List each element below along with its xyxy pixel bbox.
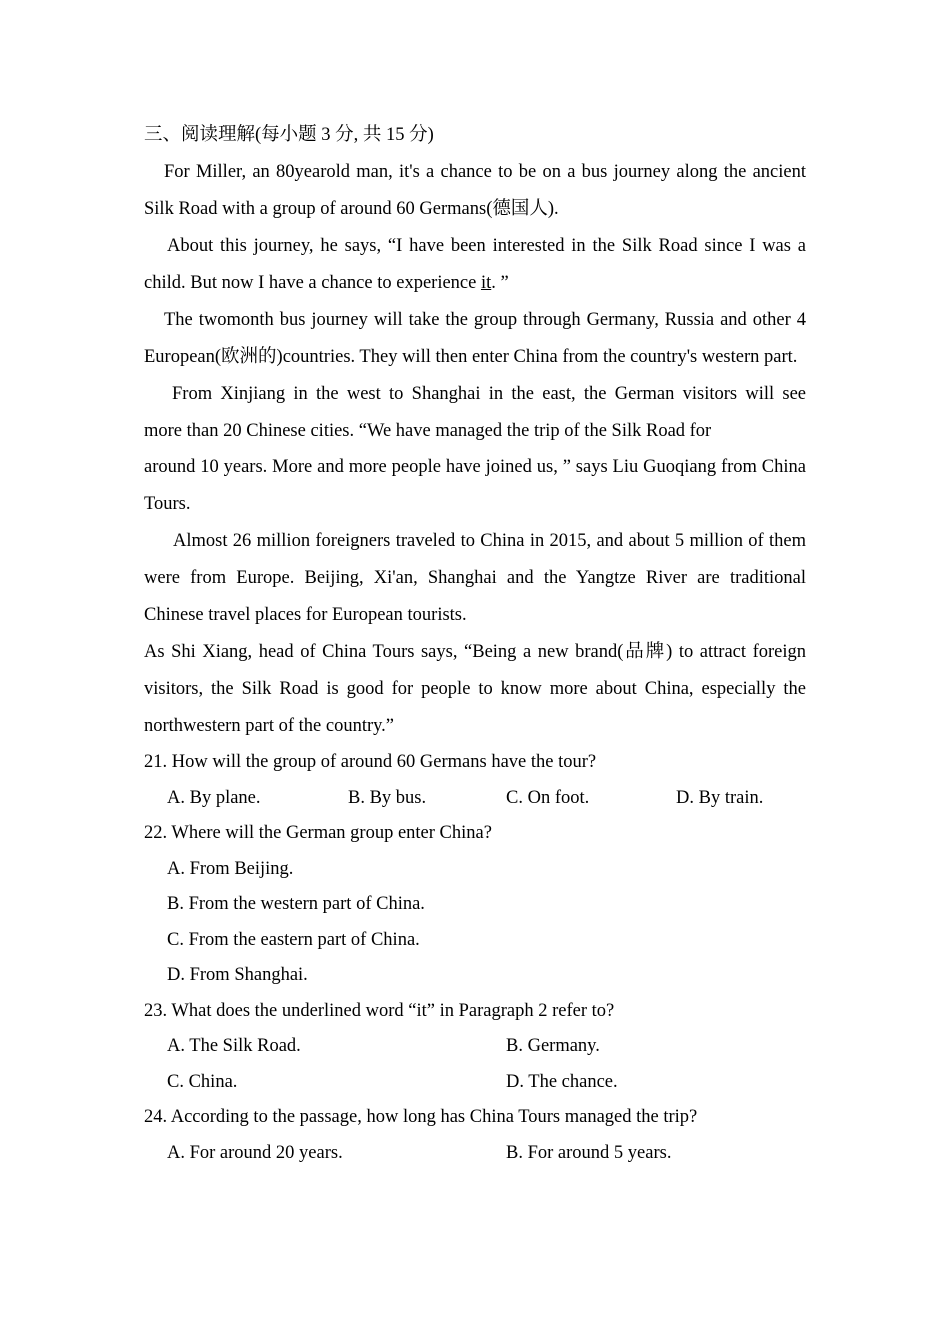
option-a: A. From Beijing. [167, 858, 294, 879]
question-stem: 24. According to the passage, how long has China Tours managed the trip? [144, 1107, 698, 1127]
paragraph-2-text-end: . ” [491, 273, 509, 293]
option-b: B. For around 5 years. [506, 1142, 672, 1163]
option-a: A. For around 20 years. [167, 1142, 343, 1163]
question-22 [144, 816, 806, 994]
passage-paragraph-5: Almost 26 million foreigners traveled to China in 2015, and about 5 million of them were from Europe. Beijing, Xi'an, Shanghai and the Yangtze River are traditional Chinese travel places for European tourists. [144, 531, 806, 625]
passage-paragraph-1: For Miller, an 80yearold man, it's a chance to be on a bus journey along the ancient Silk Road with a group of around 60 Germans(德国人). [144, 162, 806, 219]
reading-comprehension-section [144, 117, 806, 1171]
option-b: B. From the western part of China. [167, 894, 425, 914]
option-b: B. By bus. [348, 787, 427, 808]
option-c: C. China. [167, 1071, 238, 1092]
option-c: C. From the eastern part of China. [167, 929, 420, 950]
option-c: C. On foot. [506, 787, 590, 808]
question-23 [144, 994, 806, 1101]
question-stem: 22. Where will the German group enter China? [144, 823, 492, 843]
question-stem: 21. How will the group of around 60 Germans have the tour? [144, 752, 597, 772]
option-d: D. From Shanghai. [167, 965, 308, 985]
question-24 [144, 1100, 806, 1171]
option-b: B. Germany. [506, 1036, 600, 1056]
options-row [144, 1136, 806, 1172]
passage-paragraph-2 [144, 228, 806, 302]
paragraph-4-line-1: From Xinjiang in the west to Shanghai in the east, the German visitors will see [172, 384, 806, 404]
options-row [144, 781, 806, 817]
option-a: A. By plane. [167, 787, 261, 808]
paragraph-4-line-2: more than 20 Chinese cities. “We have managed the trip of the Silk Road for [144, 421, 712, 441]
option-d: D. The chance. [506, 1071, 618, 1092]
passage-paragraph-4 [144, 376, 806, 523]
paragraph-4-rest: around 10 years. More and more people have joined us, ” says Liu Guoqiang from China Tours. [144, 457, 806, 514]
options-row [144, 1065, 806, 1101]
option-d: D. By train. [676, 787, 764, 808]
passage-paragraph-3: The twomonth bus journey will take the group through Germany, Russia and other 4 European(欧洲的)countries. They will then enter China from the country's western part. [144, 310, 806, 367]
question-21 [144, 745, 806, 816]
section-heading: 三、阅读理解(每小题 3 分, 共 15 分) [144, 125, 434, 145]
underlined-word-it: it [480, 273, 492, 293]
option-a: A. The Silk Road. [167, 1036, 301, 1056]
options-row [144, 1029, 806, 1065]
passage-paragraph-6: As Shi Xiang, head of China Tours says, “Being a new brand(品牌) to attract foreign visitors, the Silk Road is good for people to know more about China, especially the northwestern part of the country.” [144, 642, 806, 736]
question-stem: 23. What does the underlined word “it” in Paragraph 2 refer to? [144, 1000, 615, 1021]
paragraph-2-text-start: About this journey, he says, “I have been interested in the Silk Road since I was a child. But now I have a chance to experience [144, 236, 806, 293]
